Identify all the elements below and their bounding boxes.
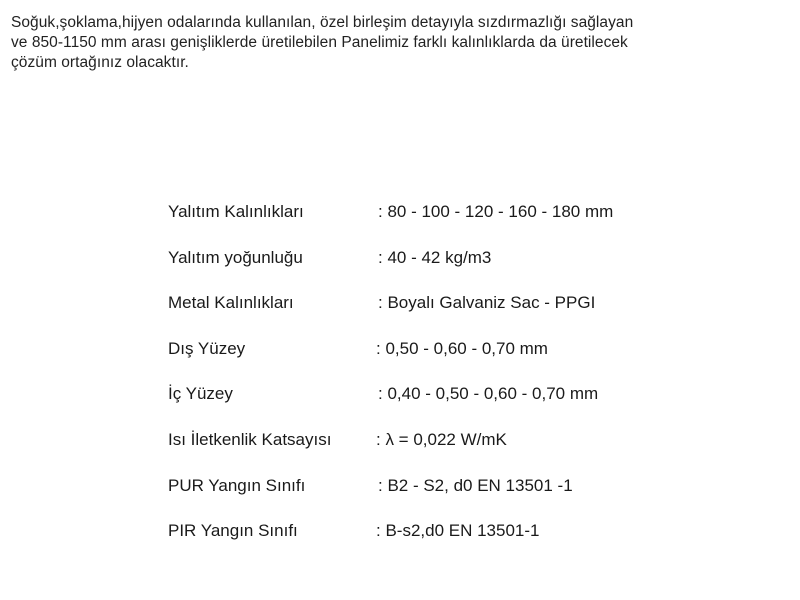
intro-line: ve 850-1150 mm arası genişliklerde üretilebilen Panelimiz farklı kalınlıklarda da üretilecek	[11, 34, 628, 51]
spec-value: : 0,40 - 0,50 - 0,60 - 0,70 mm	[378, 384, 599, 404]
spec-row-pur-fire-class	[168, 476, 688, 522]
spec-label: İç Yüzey	[168, 384, 233, 404]
spec-value: : B-s2,d0 EN 13501-1	[376, 521, 540, 541]
spec-value: : 40 - 42 kg/m3	[378, 247, 492, 267]
intro-line: çözüm ortağınız olacaktır.	[11, 54, 189, 71]
spec-label: Dış Yüzey	[168, 338, 246, 358]
spec-row-insulation-density	[168, 248, 688, 294]
spec-label: PIR Yangın Sınıfı	[168, 521, 298, 541]
spec-value: : 80 - 100 - 120 - 160 - 180 mm	[378, 202, 614, 221]
spec-label: Isı İletkenlik Katsayısı	[168, 429, 332, 449]
spec-value: : B2 - S2, d0 EN 13501 -1	[378, 475, 573, 495]
spec-row-outer-surface	[168, 339, 688, 385]
spec-value: : λ = 0,022 W/mK	[376, 429, 507, 449]
spec-value: : 0,50 - 0,60 - 0,70 mm	[376, 338, 548, 358]
spec-label: PUR Yangın Sınıfı	[168, 475, 306, 495]
spec-value: : Boyalı Galvaniz Sac - PPGI	[378, 293, 596, 313]
spec-row-inner-surface	[168, 384, 688, 430]
spec-row-thermal-conductivity	[168, 430, 688, 476]
intro-paragraph	[11, 13, 791, 73]
spec-row-pir-fire-class	[168, 521, 688, 567]
intro-line: Soğuk,şoklama,hijyen odalarında kullanılan, özel birleşim detayıyla sızdırmazlığı sağlayan	[11, 14, 634, 31]
spec-row-insulation-thickness	[168, 202, 688, 248]
spec-label: Yalıtım yoğunluğu	[168, 247, 303, 267]
specifications-table	[168, 202, 688, 567]
spec-label: Metal Kalınlıkları	[168, 293, 294, 313]
spec-label: Yalıtım Kalınlıkları	[168, 202, 304, 221]
spec-row-metal-thickness	[168, 293, 688, 339]
